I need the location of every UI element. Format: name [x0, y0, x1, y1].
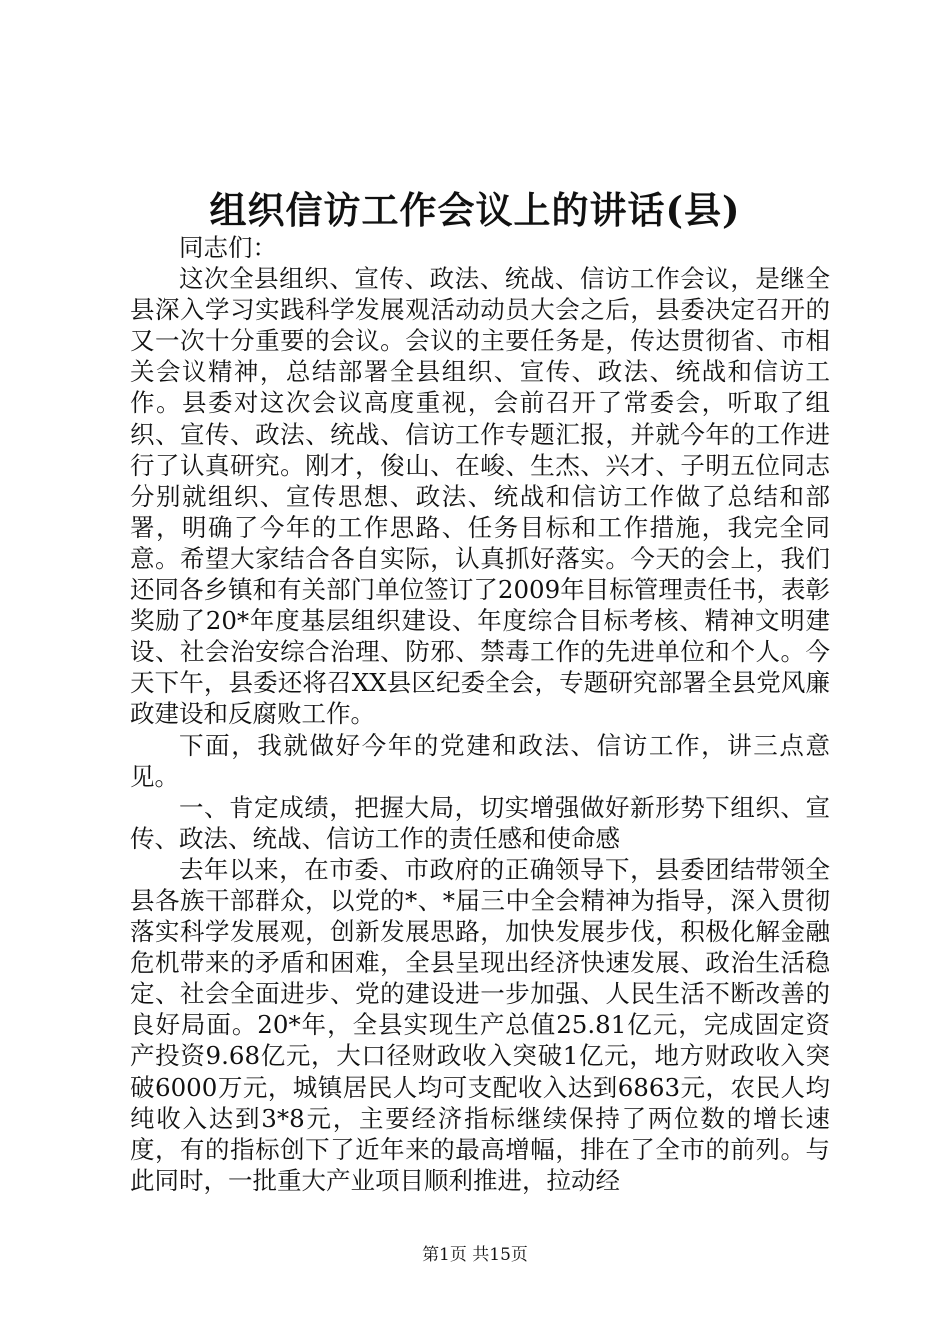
document-body	[130, 232, 830, 1196]
achievements-paragraph: 去年以来，在市委、市政府的正确领导下，县委团结带领全县各族干部群众，以党的*、*届三中全会精神为指导，深入贯彻落实科学发展观，创新发展思路，加快发展步伐，积极化解金融危机带来的矛盾和困难，全县呈现出经济快速发展、政治生活稳定、社会全面进步、党的建设进一步加强、人民生活不断改善的良好局面。20*年，全县实现生产总值25.81亿元，完成固定资产投资9.68亿元，大口径财政收入突破1亿元，地方财政收入突破6000万元，城镇居民人均可支配收入达到6863元，农民人均纯收入达到3*8元，主要经济指标继续保持了两位数的增长速度，有的指标创下了近年来的最高增幅，排在了全市的前列。与此同时，一批重大产业项目顺利推进，拉动经	[130, 854, 830, 1195]
intro-paragraph: 这次全县组织、宣传、政法、统战、信访工作会议，是继全县深入学习实践科学发展观活动动员大会之后，县委决定召开的又一次十分重要的会议。会议的主要任务是，传达贯彻省、市相关会议精神，总结部署全县组织、宣传、政法、统战和信访工作。县委对这次会议高度重视，会前召开了常委会，听取了组织、宣传、政法、统战、信访工作专题汇报，并就今年的工作进行了认真研究。刚才，俊山、在峻、生杰、兴才、子明五位同志分别就组织、宣传思想、政法、统战和信访工作做了总结和部署，明确了今年的工作思路、任务目标和工作措施，我完全同意。希望大家结合各自实际，认真抓好落实。今天的会上，我们还同各乡镇和有关部门单位签订了2009年目标管理责任书，表彰奖励了20*年度基层组织建设、年度综合目标考核、精神文明建设、社会治安综合治理、防邪、禁毒工作的先进单位和个人。今天下午，县委还将召XX县区纪委全会，专题研究部署全县党风廉政建设和反腐败工作。	[130, 264, 830, 729]
section-heading: 一、肯定成绩，把握大局，切实增强做好新形势下组织、宣传、政法、统战、信访工作的责任感和使命感	[130, 792, 830, 853]
outline-paragraph: 下面，我就做好今年的党建和政法、信访工作，讲三点意见。	[130, 730, 830, 791]
page-number-footer: 第1页 共15页	[422, 1245, 528, 1265]
document-title: 组织信访工作会议上的讲话(县)	[209, 188, 741, 232]
salutation-paragraph: 同志们：	[179, 233, 277, 262]
